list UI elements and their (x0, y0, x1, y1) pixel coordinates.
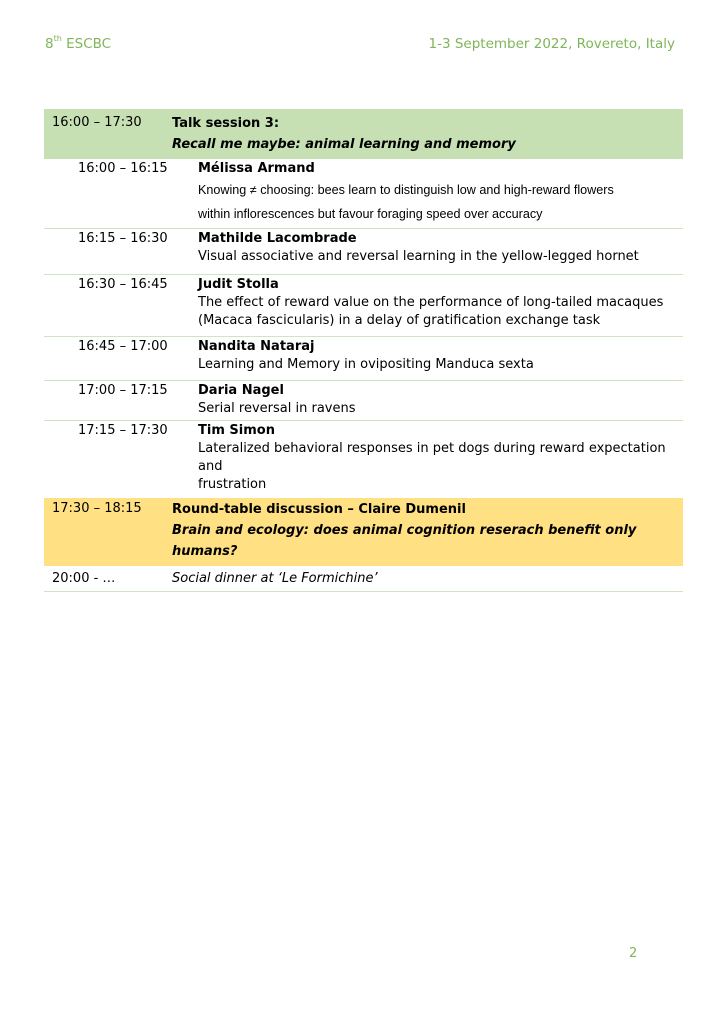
talk-speaker: Daria Nagel (198, 383, 284, 398)
talk-title: Learning and Memory in ovipositing Manduca sexta (198, 357, 534, 372)
roundtable-subtitle: Brain and ecology: does animal cognition reserach benefit only humans? (172, 523, 637, 559)
session-subtitle: Recall me maybe: animal learning and memory (172, 137, 516, 152)
session-title: Talk session 3: (172, 116, 280, 131)
talk-row (44, 159, 683, 229)
talk-row (44, 229, 683, 275)
talk-speaker: Tim Simon (198, 423, 275, 438)
roundtable-time: 17:30 – 18:15 (52, 501, 142, 516)
session-header-row (44, 109, 683, 159)
header-superscript: th (53, 34, 62, 43)
talk-title: The effect of reward value on the performance of long-tailed macaques (198, 295, 664, 310)
talk-row (44, 381, 683, 421)
talk-row (44, 421, 683, 498)
talk-title: Lateralized behavioral responses in pet dogs during reward expectation and (198, 441, 666, 474)
talk-title: Knowing ≠ choosing: bees learn to distinguish low and high-reward flowers (198, 183, 614, 197)
talk-time: 17:15 – 17:30 (78, 423, 168, 438)
talk-title: Serial reversal in ravens (198, 401, 356, 416)
talk-time: 17:00 – 17:15 (78, 383, 168, 398)
talk-row (44, 275, 683, 337)
talk-row (44, 337, 683, 381)
talk-time: 16:15 – 16:30 (78, 231, 168, 246)
talk-speaker: Mathilde Lacombrade (198, 231, 357, 246)
talk-title-cont: frustration (198, 477, 267, 492)
roundtable-title: Round-table discussion – Claire Dumenil (172, 502, 466, 517)
roundtable-row (44, 498, 683, 566)
talk-speaker: Judit Stolla (198, 277, 279, 292)
talk-title-cont: (Macaca fascicularis) in a delay of gratification exchange task (198, 313, 601, 328)
talk-time: 16:45 – 17:00 (78, 339, 168, 354)
schedule-table (44, 109, 683, 592)
session-time: 16:00 – 17:30 (52, 115, 142, 130)
talk-time: 16:00 – 16:15 (78, 161, 168, 176)
header-conference-name: 8th ESCBC (45, 34, 112, 52)
talk-time: 16:30 – 16:45 (78, 277, 168, 292)
dinner-time: 20:00 - … (52, 571, 116, 586)
dinner-title: Social dinner at ‘Le Formichine’ (172, 571, 378, 586)
page-number: 2 (629, 946, 638, 961)
talk-title-cont: within inflorescences but favour foraging speed over accuracy (198, 207, 543, 221)
header-date-location: 1-3 September 2022, Rovereto, Italy (428, 36, 675, 52)
talk-title: Visual associative and reversal learning in the yellow-legged hornet (198, 249, 639, 264)
dinner-row (44, 566, 683, 592)
talk-speaker: Nandita Nataraj (198, 339, 315, 354)
talk-speaker: Mélissa Armand (198, 161, 315, 176)
